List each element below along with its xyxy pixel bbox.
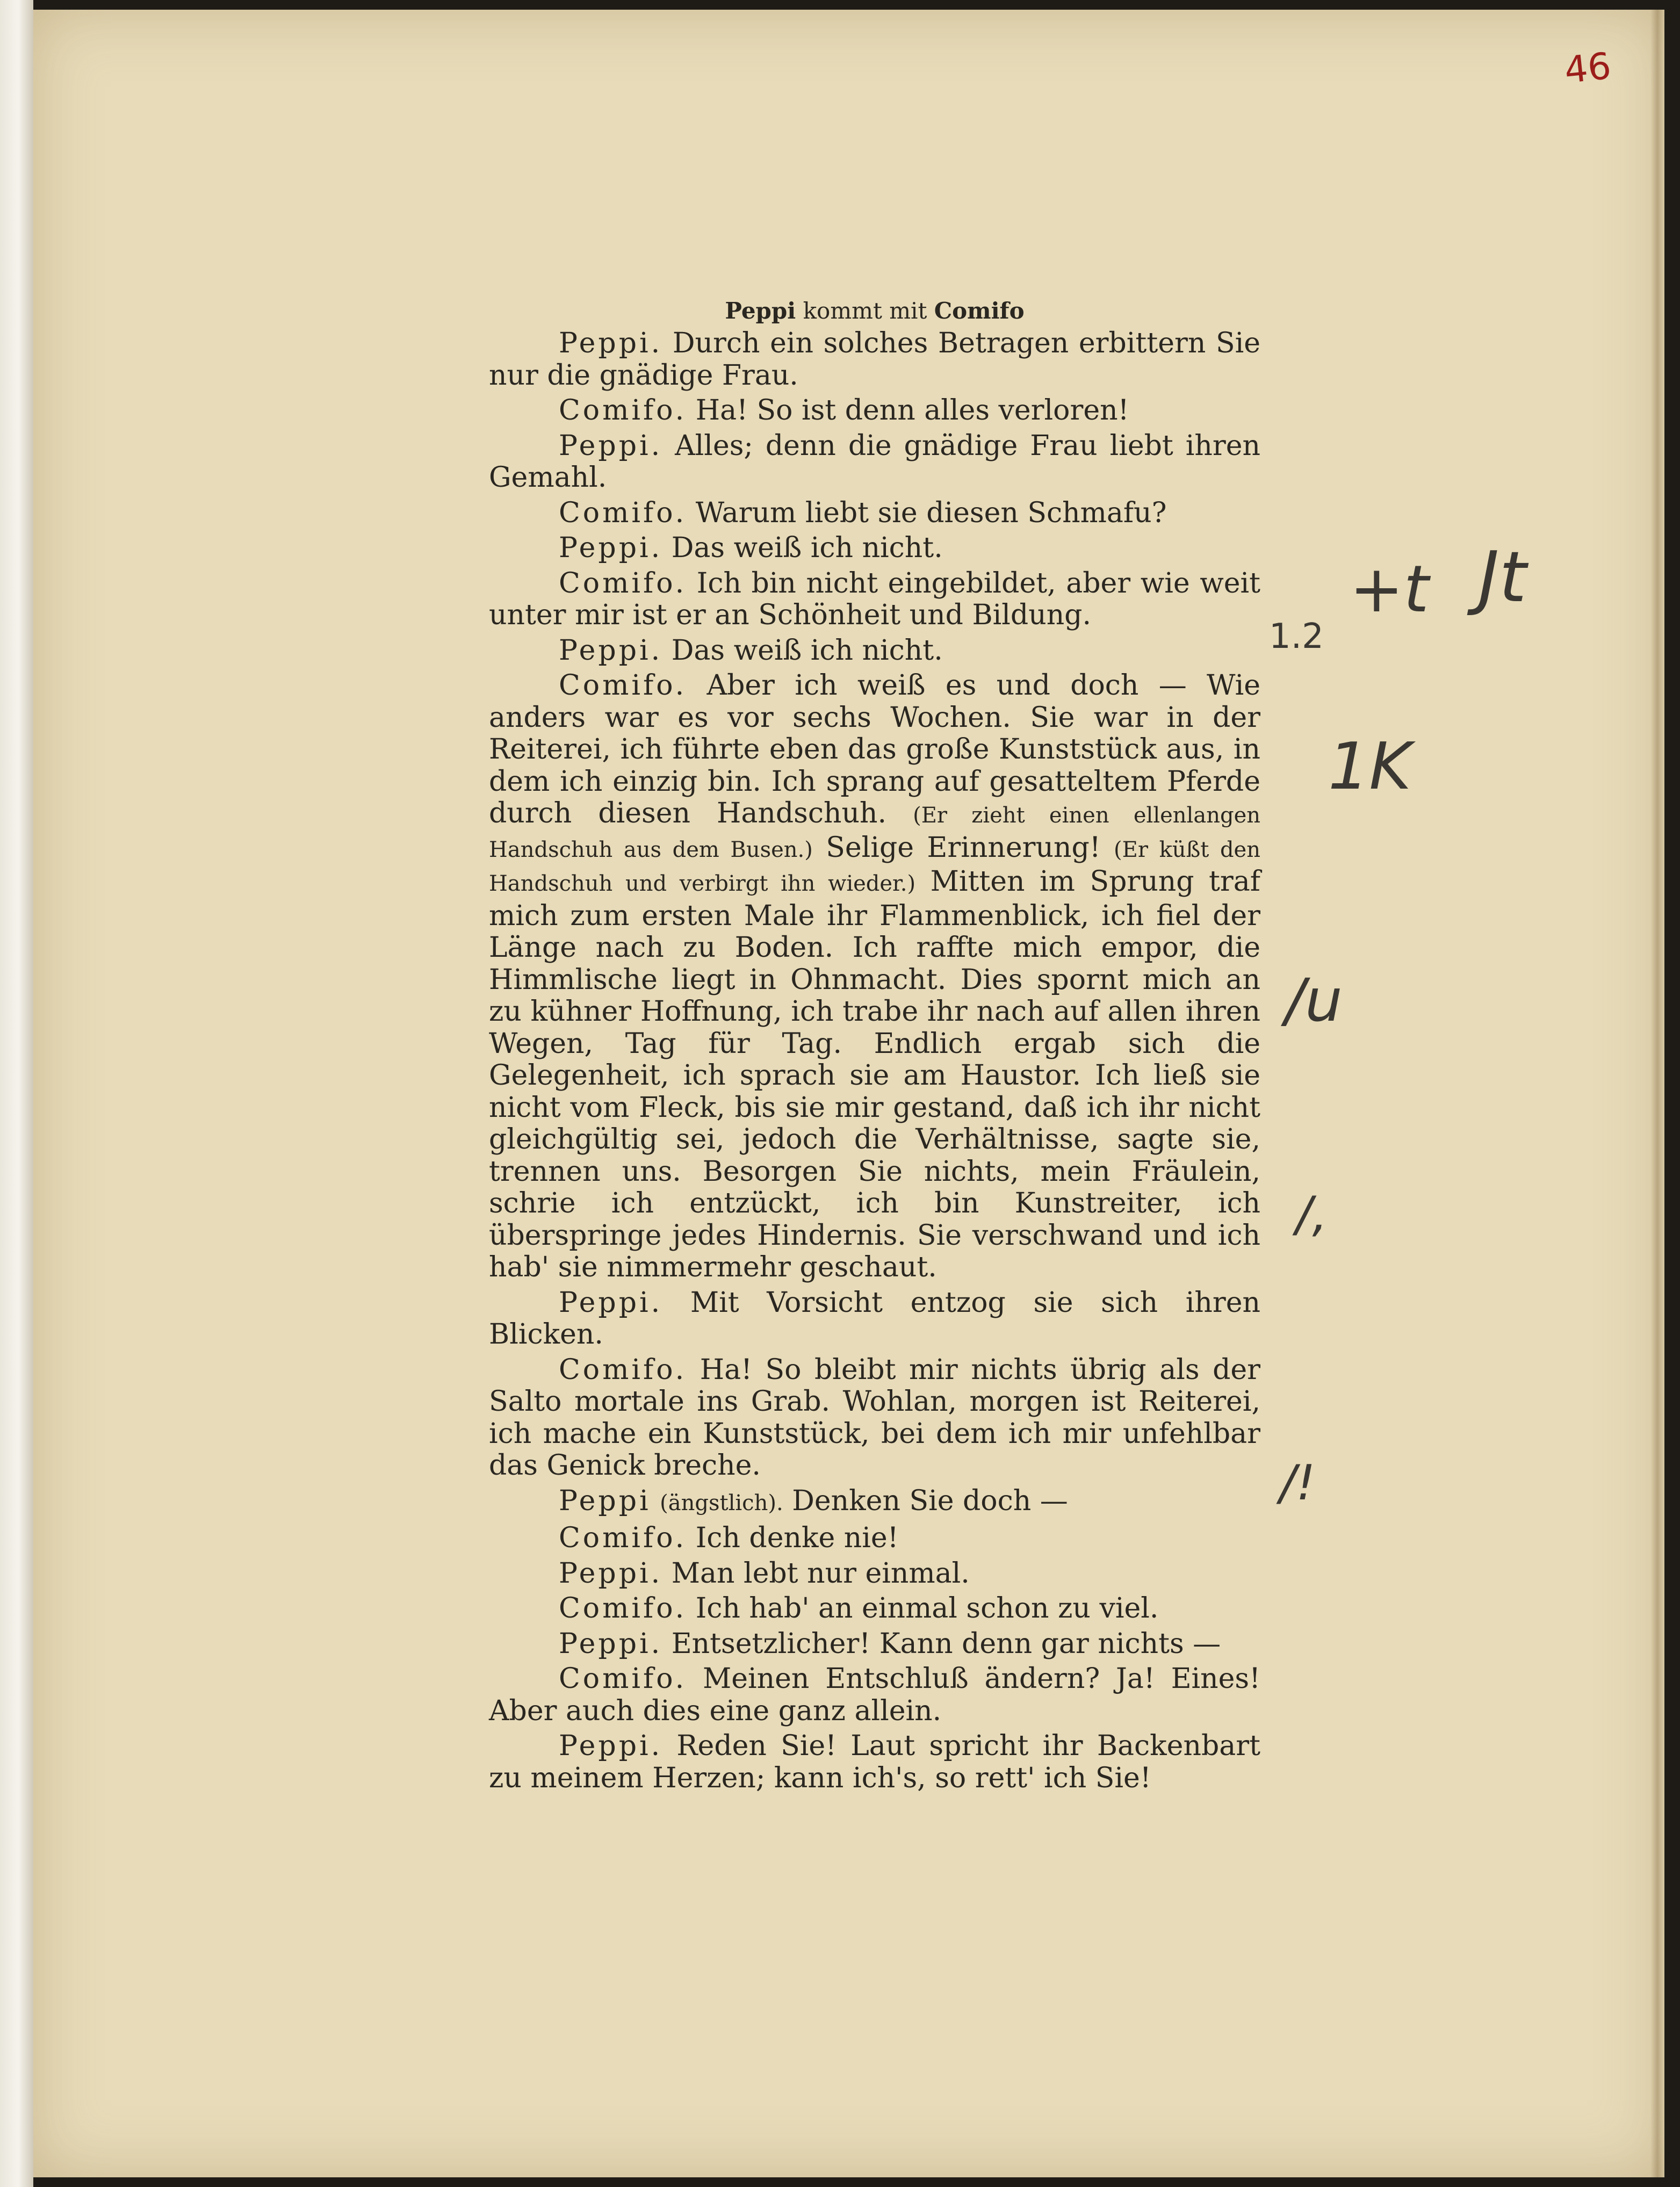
dialogue-text: Entsetzlicher! Kann denn gar nichts — xyxy=(671,1627,1221,1660)
dialogue-entry xyxy=(489,1522,1260,1555)
dialogue-text: Denken Sie doch — xyxy=(792,1484,1068,1517)
speaker: Comifo. xyxy=(559,1353,687,1386)
speaker: Peppi. xyxy=(559,1730,663,1762)
dialogue-text: Reden Sie! Laut spricht ihr Backenbart zu meinem Herzen; kann ich's, so rett' ich Sie! xyxy=(489,1730,1260,1794)
dialogue-text: Aber ich weiß es und doch — Wie anders war es vor sechs Wochen. Sie war in der Reiterei, ich führte eben das große Kunststück aus, in dem ich einzig bin. Ich sprang auf gesatteltem Pferde durch diesen Handschuh. xyxy=(489,669,1260,829)
speaker: Comifo. xyxy=(559,669,687,702)
scene-character-1: Peppi xyxy=(725,298,796,324)
dialogue-entry xyxy=(489,1354,1260,1482)
speaker: Peppi. xyxy=(559,327,663,359)
speaker: Peppi. xyxy=(559,634,663,667)
dialogue-text: Warum liebt sie diesen Schmafu? xyxy=(695,496,1167,529)
dialogue-text: Das weiß ich nicht. xyxy=(671,634,943,667)
dialogue-entry xyxy=(489,497,1260,530)
scene-direction: kommt mit xyxy=(803,298,927,324)
dialogue-text: Durch ein solches Betragen erbittern Sie nur die gnädige Frau. xyxy=(489,327,1261,392)
dialogue-text: Meinen Entschluß ändern? Ja! Eines! Aber auch dies eine ganz allein. xyxy=(489,1663,1261,1727)
dialogue-text: Ha! So ist denn alles verloren! xyxy=(695,394,1129,427)
dialogue-entry xyxy=(489,430,1260,494)
speaker: Peppi. xyxy=(559,1627,663,1660)
dialogue-text: Das weiß ich nicht. xyxy=(671,532,943,564)
margin-mark: /! xyxy=(1280,1455,1316,1511)
dialogue-text: Ha! So bleibt mir nichts übrig als der Salto mortale ins Grab. Wohlan, morgen ist Reiterei, ich mache ein Kunststück, bei dem ich mir unfehlbar das Genick breche. xyxy=(489,1353,1260,1482)
speaker: Peppi. xyxy=(559,532,663,564)
dialogue-entry xyxy=(489,1485,1260,1520)
margin-mark: /u xyxy=(1285,966,1343,1035)
dialogue-entry xyxy=(489,395,1260,427)
page-fold xyxy=(1650,10,1664,2177)
scene-character-2: Comifo xyxy=(934,298,1025,324)
dialogue-entry xyxy=(489,568,1260,632)
dialogue-text: Mit Vorsicht entzog sie sich ihren Blicken. xyxy=(489,1286,1261,1351)
dialogue-text: Mitten im Sprung traf mich zum ersten Male ihr Flammenblick, ich fiel der Länge nach zu Boden. Ich raffte mich empor, die Himmlische liegt in Ohnmacht. Dies spornt mich an zu kühner Hoffnung, ich trabe ihr nach auf allen ihren Wegen, Tag für Tag. Endlich ergab sich die Gelegenheit, ich sprach sie am Haustor. Ich ließ sie nicht vom Fleck, bis sie mir gestand, daß ich ihr nicht gleichgültig sei, jedoch die Verhältnisse, sagte sie, trennen uns. Besorgen Sie nichts, mein Fräulein, schrie ich entzückt, ich bin Kunstreiter, ich überspringe jedes Hindernis. Sie verschwand und ich hab' sie nimmermehr geschaut. xyxy=(489,865,1261,1283)
dialogue-entry xyxy=(489,1593,1260,1625)
margin-mark: /, xyxy=(1296,1186,1328,1243)
speaker: Comifo. xyxy=(559,1663,687,1695)
play-text xyxy=(489,294,1260,1798)
speaker: Comifo. xyxy=(559,1592,687,1625)
dialogue-text: Selige Erinnerung! xyxy=(826,831,1101,864)
stage-direction: (Er küßt den Handschuh und verbirgt ihn wieder.) xyxy=(489,837,1260,896)
speaker: Comifo. xyxy=(559,567,687,600)
speaker: Peppi. xyxy=(559,1286,663,1319)
dialogue-text: Man lebt nur einmal. xyxy=(671,1557,970,1590)
speaker: Comifo. xyxy=(559,496,687,529)
dialogue-entry xyxy=(489,1628,1260,1661)
margin-mark: +t xyxy=(1350,552,1429,627)
scene-heading xyxy=(489,294,1260,328)
speaker: Peppi. xyxy=(559,429,663,462)
page-number: 46 xyxy=(1562,45,1613,92)
dialogue-entry xyxy=(489,635,1260,667)
binding-strip xyxy=(0,0,33,2187)
dialogue-entry xyxy=(489,1663,1260,1727)
dialogue-entry xyxy=(489,1558,1260,1590)
dialogue-entry xyxy=(489,328,1260,392)
margin-mark: Jt xyxy=(1479,536,1527,618)
dialogue-text: Alles; denn die gnädige Frau liebt ihren Gemahl. xyxy=(489,429,1260,494)
dialogue-entry xyxy=(489,1287,1260,1351)
speaker: Peppi xyxy=(559,1484,651,1517)
speaker: Comifo. xyxy=(559,1522,687,1554)
margin-mark: 1K xyxy=(1328,730,1412,804)
speaker: Peppi. xyxy=(559,1557,663,1590)
dialogue-entry xyxy=(489,532,1260,565)
dialogue-entry xyxy=(489,1730,1260,1794)
dialogue-text: Ich denke nie! xyxy=(695,1522,899,1554)
speaker: Comifo. xyxy=(559,394,687,427)
dialogue-text: Ich hab' an einmal schon zu viel. xyxy=(695,1592,1159,1625)
dialogue-entry xyxy=(489,670,1260,1284)
stage-direction: (Er zieht einen ellenlangen Handschuh aus dem Busen.) xyxy=(489,803,1260,862)
stage-direction: (ängstlich). xyxy=(660,1490,783,1515)
margin-mark: 1.2 xyxy=(1269,617,1324,656)
book-page xyxy=(33,10,1664,2177)
dialogue-text: Ich bin nicht eingebildet, aber wie weit unter mir ist er an Schönheit und Bildung. xyxy=(489,567,1260,631)
